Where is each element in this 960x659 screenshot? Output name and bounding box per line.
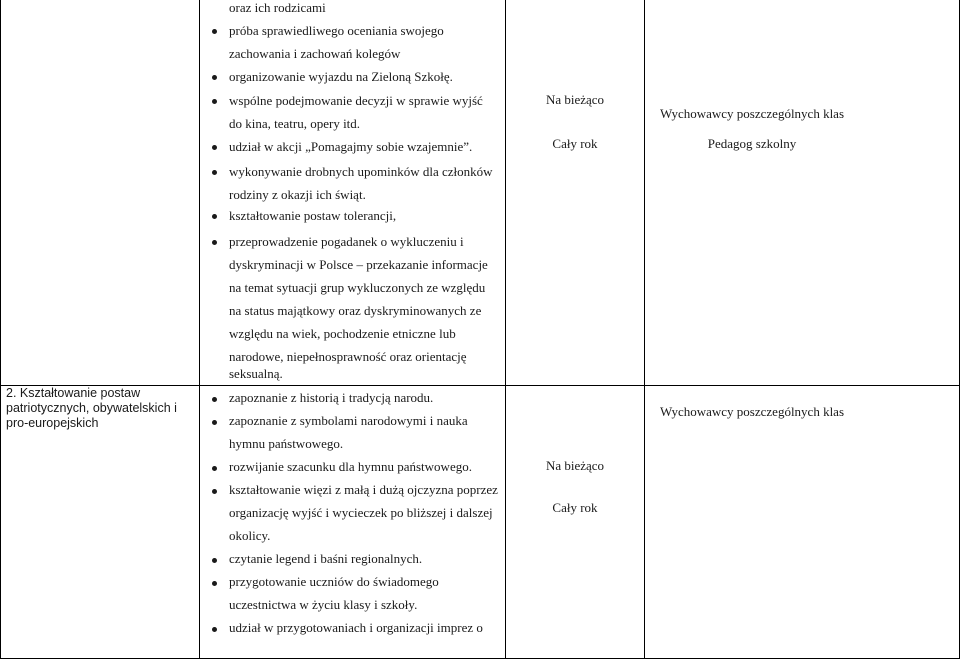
bullet-icon (212, 397, 217, 402)
bullet-icon (212, 420, 217, 425)
activity-line: uczestnictwa w życiu klasy i szkoły. (229, 597, 418, 612)
activity-line: okolicy. (229, 528, 271, 543)
timing-all-year: Cały rok (552, 136, 598, 151)
table-border-left (0, 0, 1, 659)
activity-line: kształtowanie więzi z małą i dużą ojczyzna poprzez (229, 482, 498, 497)
activity-line: udział w akcji „Pomagajmy sobie wzajemnie”. (229, 139, 473, 154)
activity-line: wykonywanie drobnych upominków dla członków (229, 164, 493, 179)
bullet-icon (212, 627, 217, 632)
activity-line: przeprowadzenie pogadanek o wykluczeniu i (229, 234, 464, 249)
bullet-icon (212, 466, 217, 471)
bullet-icon (212, 145, 217, 150)
bullet-icon (212, 581, 217, 586)
activity-line: organizowanie wyjazdu na Zieloną Szkołę. (229, 69, 453, 84)
activity-line: rodziny z okazji ich świąt. (229, 187, 366, 202)
activity-line: hymnu państwowego. (229, 436, 344, 451)
activity-line: rozwijanie szacunku dla hymnu państwowego. (229, 459, 472, 474)
timing-all-year: Cały rok (552, 500, 598, 515)
activity-line: wspólne podejmowanie decyzji w sprawie wyjść (229, 93, 483, 108)
activity-line: narodowe, niepełnosprawność oraz orientację (229, 349, 467, 364)
timing-ongoing: Na bieżąco (545, 92, 605, 107)
bullet-icon (212, 558, 217, 563)
activity-line: oraz ich rodzicami (229, 0, 326, 15)
activity-line: kształtowanie postaw tolerancji, (229, 208, 397, 223)
responsible-school-pedagogue: Pedagog szkolny (707, 136, 797, 151)
responsible-class-teachers: Wychowawcy poszczególnych klas (659, 404, 845, 419)
responsible-class-teachers: Wychowawcy poszczególnych klas (659, 106, 845, 121)
bullet-icon (212, 29, 217, 34)
table-border-col1 (199, 0, 200, 659)
bullet-icon (212, 214, 217, 219)
activity-line: do kina, teatru, opery itd. (229, 116, 361, 131)
activity-line: zapoznanie z historią i tradycją narodu. (229, 390, 434, 405)
activity-line: zachowania i zachowań kolegów (229, 46, 401, 61)
activity-line: czytanie legend i baśni regionalnych. (229, 551, 423, 566)
activity-line: na temat sytuacji grup wykluczonych ze względu (229, 280, 486, 295)
activity-line: względu na wiek, pochodzenie etniczne lub (229, 326, 456, 341)
timing-ongoing: Na bieżąco (545, 458, 605, 473)
category-label: 2. Kształtowanie postaw patriotycznych, obywatelskich i pro-europejskich (6, 386, 177, 430)
bullet-icon (212, 99, 217, 104)
table-border-col3 (644, 0, 645, 659)
bullet-icon (212, 489, 217, 494)
activity-line: na status majątkowy oraz dyskryminowanych ze (229, 303, 482, 318)
bullet-icon (212, 240, 217, 245)
activity-line: udział w przygotowaniach i organizacji imprez o (229, 620, 483, 635)
activity-line: zapoznanie z symbolami narodowymi i nauka (229, 413, 468, 428)
activity-line: przygotowanie uczniów do świadomego (229, 574, 439, 589)
table-border-col2 (505, 0, 506, 659)
bullet-icon (212, 75, 217, 80)
activity-line: seksualną. (229, 366, 283, 381)
bullet-icon (212, 170, 217, 175)
activity-line: próba sprawiedliwego oceniania swojego (229, 23, 444, 38)
activity-line: dyskryminacji w Polsce – przekazanie informacje (229, 257, 488, 272)
activity-line: organizację wyjść i wycieczek po bliższej i dalszej (229, 505, 493, 520)
